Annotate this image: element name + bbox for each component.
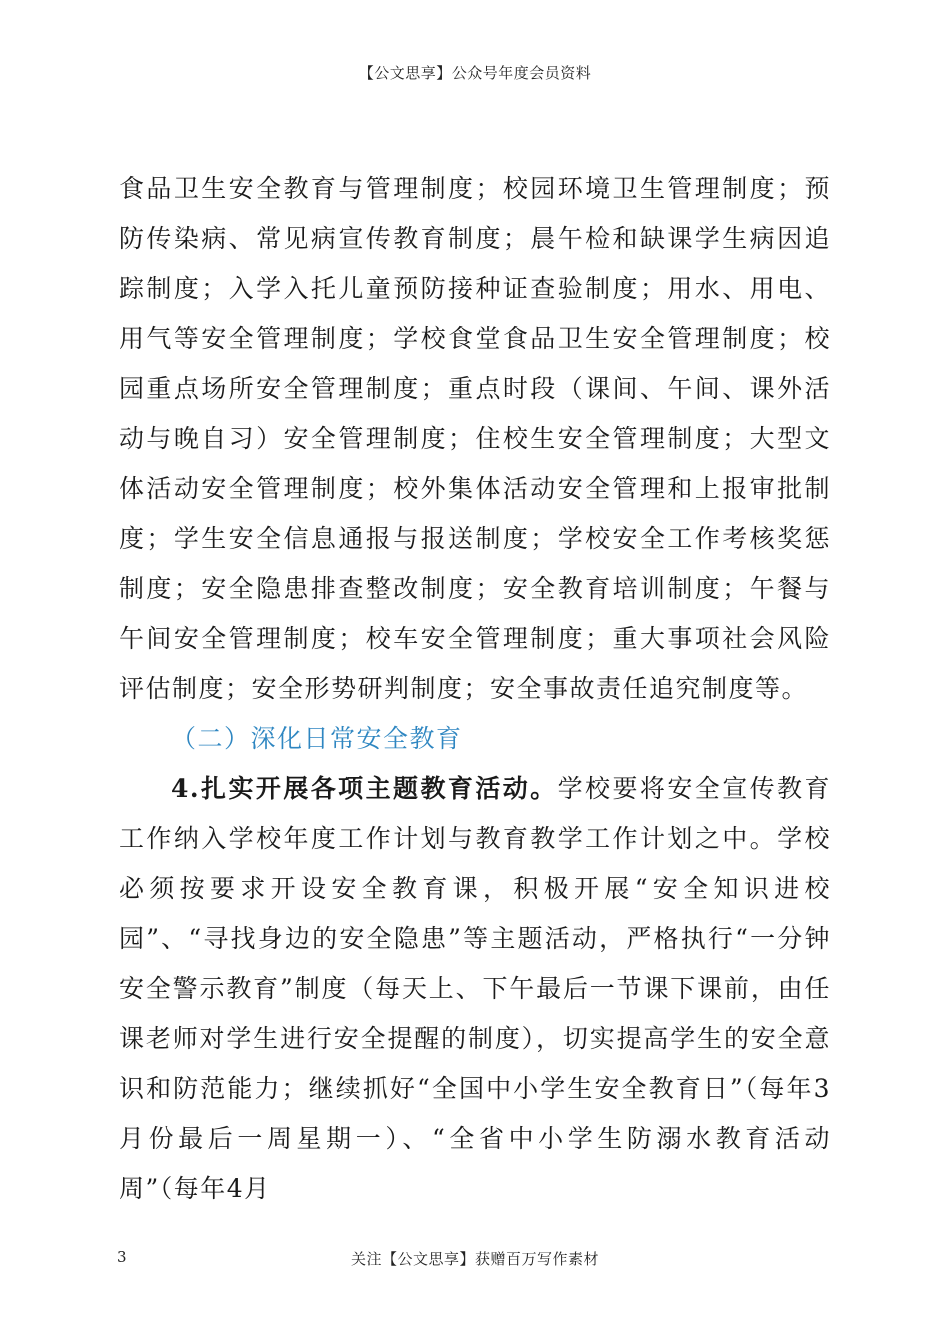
paragraph-body-text: 学校要将安全宣传教育工作纳入学校年度工作计划与教育教学工作计划之中。学校必须按要求开设安全教育课，积极开展“安全知识进校园”、“寻找身边的安全隐患”等主题活动，严格执行“一分钟安全警示教育”制度（每天上、下午最后一节课下课前，由任课老师对学生进行安全提醒的制度），切实提高学生的安全意识和防范能力；继续抓好“全国中小学生安全教育日”（每年3月份最后一周星期一）、“全省中小学生防溺水教育活动周”（每年4月	[119, 774, 831, 1203]
paragraph-theme-education	[119, 764, 831, 1214]
document-body	[119, 164, 831, 1214]
page-number: 3	[117, 1248, 127, 1266]
page-header: 【公文思享】公众号年度会员资料	[358, 64, 592, 82]
paragraph-regulations-list: 食品卫生安全教育与管理制度；校园环境卫生管理制度；预防传染病、常见病宣传教育制度；晨午检和缺课学生病因追踪制度；入学入托儿童预防接种证查验制度；用水、用电、用气等安全管理制度；学校食堂食品卫生安全管理制度；校园重点场所安全管理制度；重点时段（课间、午间、课外活动与晚自习）安全管理制度；住校生安全管理制度；大型文体活动安全管理制度；校外集体活动安全管理和上报审批制度；学生安全信息通报与报送制度；学校安全工作考核奖惩制度；安全隐患排查整改制度；安全教育培训制度；午餐与午间安全管理制度；校车安全管理制度；重大事项社会风险评估制度；安全形势研判制度；安全事故责任追究制度等。	[119, 174, 831, 703]
section-heading: （二）深化日常安全教育	[171, 724, 463, 753]
paragraph-lead-bold: 4.扎实开展各项主题教育活动。	[171, 774, 558, 803]
page-footer: 关注【公文思享】获赠百万写作素材	[350, 1250, 599, 1268]
